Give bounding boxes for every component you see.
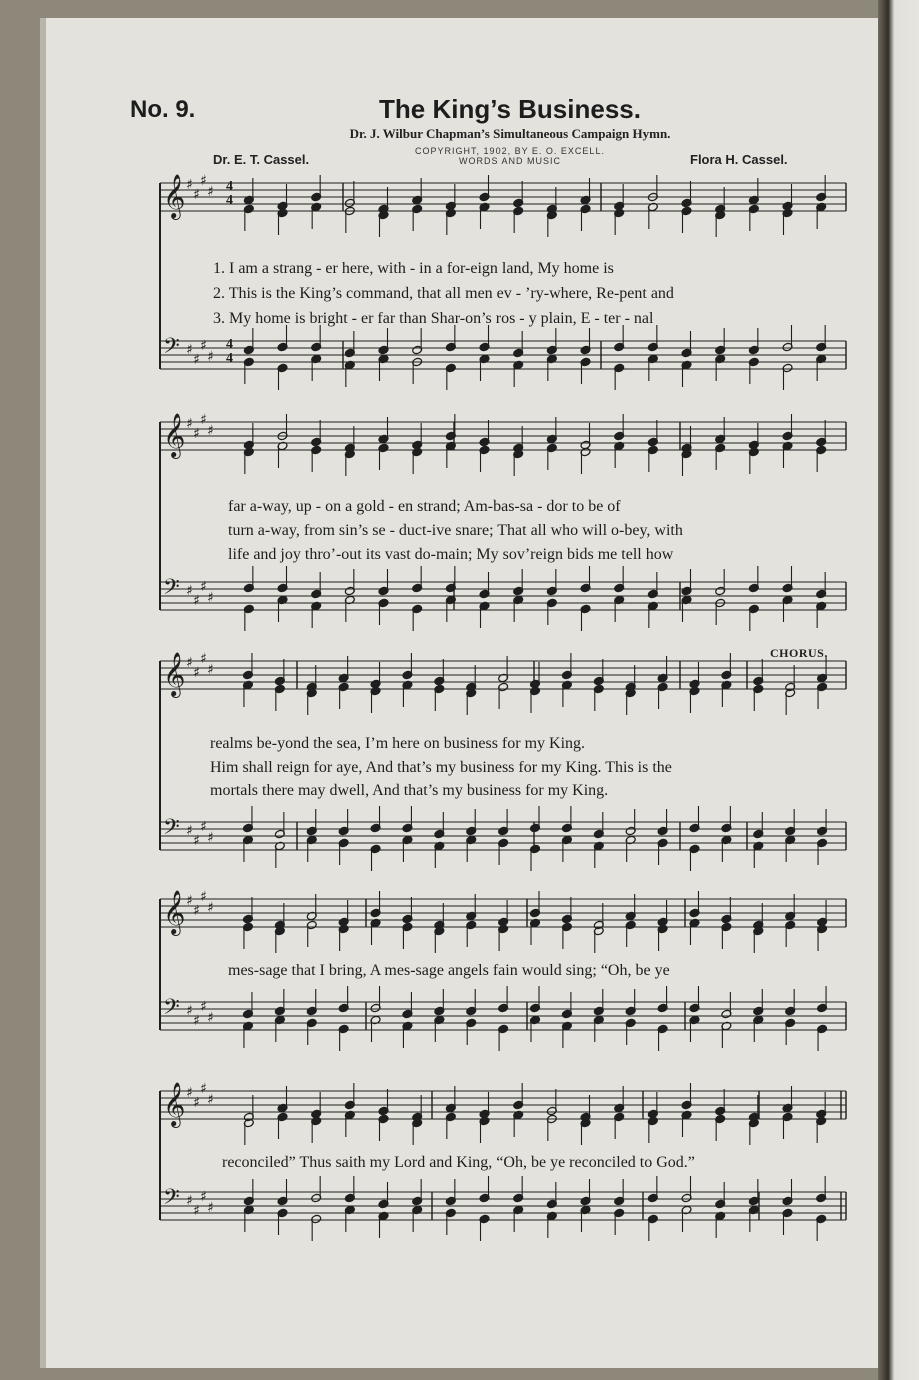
sharp-icon: ♯ — [193, 352, 200, 368]
sharp-icon: ♯ — [186, 1193, 193, 1209]
lyric-line: realms be-yond the sea, I’m here on business for my King. — [210, 735, 586, 752]
lyric-line: reconciled” Thus saith my Lord and King, “Oh, be ye reconciled to God.” — [222, 1154, 695, 1171]
sharp-icon: ♯ — [200, 999, 207, 1015]
sharp-icon: ♯ — [193, 1203, 200, 1219]
sharp-icon: ♯ — [193, 903, 200, 919]
sharp-icon: ♯ — [193, 426, 200, 442]
sharp-icon: ♯ — [200, 1189, 207, 1205]
copyright-text: COPYRIGHT, 1902, BY E. O. EXCELL. — [415, 146, 605, 156]
sharp-icon: ♯ — [207, 1200, 214, 1216]
sharp-icon: ♯ — [186, 1003, 193, 1019]
hymn-title: The King’s Business. — [379, 94, 641, 124]
bass-clef-icon: 𝄢 — [163, 1185, 180, 1215]
time-signature: 4 — [226, 351, 233, 366]
sharp-icon: ♯ — [207, 349, 214, 365]
sharp-icon: ♯ — [207, 900, 214, 916]
sharp-icon: ♯ — [200, 173, 207, 189]
time-signature: 4 — [226, 179, 233, 194]
sharp-icon: ♯ — [207, 423, 214, 439]
hymn-subtitle: Dr. J. Wilbur Chapman’s Simultaneous Campaign Hymn. — [349, 126, 671, 141]
sharp-icon: ♯ — [200, 819, 207, 835]
hymn-number: No. 9. — [130, 96, 196, 123]
bass-clef-icon: 𝄢 — [163, 995, 180, 1025]
sharp-icon: ♯ — [186, 583, 193, 599]
lyricist-credit: Flora H. Cassel. — [690, 152, 788, 167]
chorus-label: CHORUS. — [770, 646, 828, 660]
sharp-icon: ♯ — [193, 665, 200, 681]
sharp-icon: ♯ — [193, 187, 200, 203]
lyric-line: turn a-way, from sin’s se - duct-ive snare; That all who will o-bey, with — [228, 522, 683, 539]
sharp-icon: ♯ — [200, 1081, 207, 1097]
bass-clef-icon: 𝄢 — [163, 575, 180, 605]
sharp-icon: ♯ — [200, 338, 207, 354]
lyric-line: 2. This is the King’s command, that all men ev - ’ry-where, Re-pent and — [213, 285, 674, 302]
sharp-icon: ♯ — [207, 1092, 214, 1108]
treble-clef-icon: 𝄞 — [163, 413, 186, 457]
time-signature: 4 — [226, 337, 233, 352]
lyric-line: mortals there may dwell, And that’s my business for my King. — [210, 782, 609, 799]
sharp-icon: ♯ — [200, 889, 207, 905]
sharp-icon: ♯ — [193, 1095, 200, 1111]
treble-clef-icon: 𝄞 — [163, 1082, 186, 1126]
treble-clef-icon: 𝄞 — [163, 174, 186, 218]
sharp-icon: ♯ — [207, 662, 214, 678]
sharp-icon: ♯ — [207, 1010, 214, 1026]
sharp-icon: ♯ — [207, 830, 214, 846]
sharp-icon: ♯ — [186, 1085, 193, 1101]
lyric-line: Him shall reign for aye, And that’s my business for my King. This is the — [210, 759, 672, 776]
sharp-icon: ♯ — [193, 1013, 200, 1029]
sharp-icon: ♯ — [186, 655, 193, 671]
sharp-icon: ♯ — [193, 833, 200, 849]
sharp-icon: ♯ — [186, 893, 193, 909]
sharp-icon: ♯ — [186, 342, 193, 358]
bass-clef-icon: 𝄢 — [163, 815, 180, 845]
sharp-icon: ♯ — [207, 184, 214, 200]
sharp-icon: ♯ — [200, 579, 207, 595]
lyric-line: life and joy thro’-out its vast do-main; My sov’reign bids me tell how — [228, 546, 674, 563]
time-signature: 4 — [226, 193, 233, 208]
sharp-icon: ♯ — [186, 823, 193, 839]
sharp-icon: ♯ — [207, 590, 214, 606]
sharp-icon: ♯ — [193, 593, 200, 609]
sharp-icon: ♯ — [200, 651, 207, 667]
sharp-icon: ♯ — [186, 416, 193, 432]
lyric-line: far a-way, up - on a gold - en strand; Am-bas-sa - dor to be of — [228, 498, 621, 515]
treble-clef-icon: 𝄞 — [163, 890, 186, 934]
bass-clef-icon: 𝄢 — [163, 334, 180, 364]
lyric-line: 3. My home is bright - er far than Shar-on’s ros - y plain, E - ter - nal — [213, 310, 654, 327]
lyric-line: mes-sage that I bring, A mes-sage angels fain would sing; “Oh, be ye — [228, 962, 670, 979]
sharp-icon: ♯ — [200, 412, 207, 428]
composer-credit: Dr. E. T. Cassel. — [213, 152, 310, 167]
lyric-line: 1. I am a strang - er here, with - in a for-eign land, My home is — [213, 260, 614, 277]
copyright-words-music: WORDS AND MUSIC — [458, 156, 561, 166]
sharp-icon: ♯ — [186, 177, 193, 193]
treble-clef-icon: 𝄞 — [163, 652, 186, 696]
